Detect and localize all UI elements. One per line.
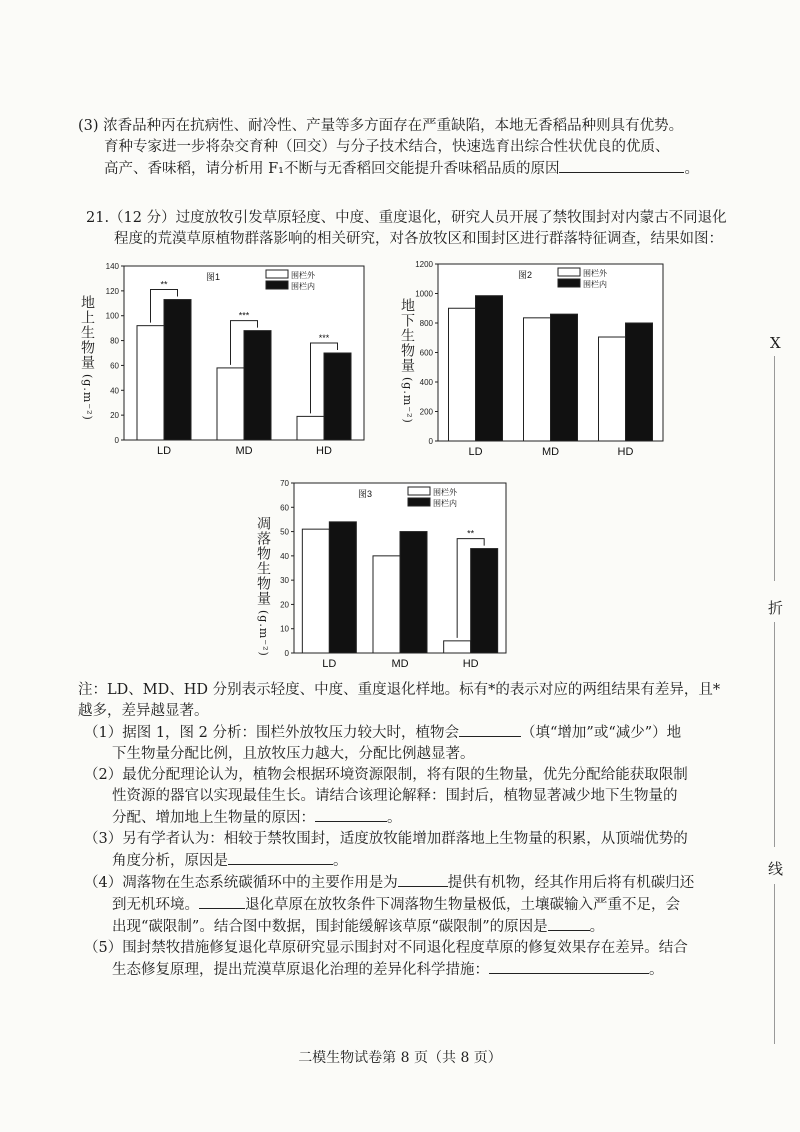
chart1-yunit: (g.m⁻²) [81, 374, 94, 421]
chart-title: 图3 [358, 489, 373, 499]
q4-blank-1[interactable] [398, 872, 448, 887]
bar-outside [137, 326, 164, 440]
y-tick-label: 0 [284, 649, 289, 658]
significance-label: ** [467, 528, 475, 539]
period: 。 [649, 962, 664, 978]
chart1 [96, 258, 371, 462]
y-tick-label: 200 [419, 407, 433, 417]
q2-line2: 性资源的器官以实现最佳生长。请结合该理论解释：围封后，植物显著减少地下生物量的 [112, 788, 678, 804]
bar-outside [444, 641, 471, 653]
period: 。 [589, 919, 605, 935]
chart2-svg [408, 256, 668, 461]
margin-line-1 [774, 356, 775, 581]
y-tick-label: 80 [110, 336, 119, 346]
legend-swatch [558, 279, 580, 287]
q4-line2 [84, 894, 724, 916]
y-tick-label: 30 [280, 576, 289, 586]
y-tick-label: 0 [114, 436, 119, 445]
legend-swatch [408, 498, 430, 506]
bar-inside [476, 296, 503, 441]
bar-inside [244, 331, 271, 440]
bar-inside [626, 323, 653, 441]
q2-blank[interactable] [315, 807, 387, 822]
legend-swatch [266, 281, 288, 289]
bar-inside [329, 522, 356, 653]
chart3-svg [268, 475, 513, 673]
legend-label: 围栏内 [433, 499, 457, 508]
y-tick-label: 20 [280, 600, 289, 610]
q4-text-c: 到无机环境。 [112, 897, 199, 913]
legend-swatch [558, 268, 580, 276]
bar-outside [373, 556, 400, 653]
x-tick-label: HD [462, 658, 479, 670]
y-tick-label: 40 [110, 386, 119, 396]
period: 。 [684, 161, 699, 177]
q21-intro-line2: 程度的荒漠草原植物群落影响的相关研究，对各放牧区和围封区进行群落特征调查，结果如图： [114, 231, 723, 247]
significance-label: ** [160, 279, 168, 290]
note-line1: 注：LD、MD、HD 分别表示轻度、中度、重度退化样地。标有*的表示对应的两组结果有差异，且* [78, 682, 721, 698]
y-tick-label: 40 [280, 551, 289, 561]
chart-title: 图1 [206, 272, 221, 282]
y-tick-label: 1200 [415, 260, 433, 269]
y-tick-label: 60 [110, 361, 119, 371]
q3-line2 [84, 850, 724, 872]
x-tick-label: LD [468, 446, 483, 458]
y-tick-label: 140 [105, 262, 119, 271]
page-footer: 二模生物试卷第 8 页（共 8 页） [298, 1050, 502, 1066]
note-line2: 越多，差异越显著。 [78, 703, 209, 719]
bar-outside [449, 308, 476, 441]
bar-inside [400, 532, 427, 653]
chart1-svg [96, 258, 371, 458]
q1-text-a: （1）据图 1，图 2 分析：围栏外放牧压力较大时，植物会 [84, 725, 460, 741]
q21-intro-line1: 21.（12 分）过度放牧引发草原轻度、中度、重度退化，研究人员开展了禁牧围封对内蒙古不同退化 [86, 210, 727, 226]
y-tick-label: 800 [419, 319, 433, 328]
bar-inside [551, 314, 578, 441]
x-tick-label: HD [617, 446, 634, 458]
chart1-ylabel-wrap [78, 295, 96, 421]
margin-mark-line: 线 [768, 860, 784, 878]
q5-text-b: 生态修复原理，提出荒漠草原退化治理的差异化科学措施： [112, 962, 489, 978]
q2-line1: （2）最优分配理论认为，植物会根据环境资源限制，将有限的生物量，优先分配给能获取限制 [84, 767, 688, 783]
x-tick-label: MD [235, 445, 253, 457]
significance-label: *** [238, 310, 250, 321]
figure-note [78, 680, 738, 722]
bar-inside [324, 353, 351, 440]
bar-outside [297, 416, 324, 440]
period: 。 [333, 853, 348, 869]
y-tick-label: 120 [105, 286, 119, 296]
q1-line2: 下生物量分配比例，且放牧压力越大，分配比例越显著。 [112, 746, 475, 762]
margin-mark-fold: 折 [768, 599, 784, 617]
x-tick-label: MD [541, 446, 560, 458]
chart3-ylabel: 凋落物生物量 [255, 516, 271, 606]
y-tick-label: 10 [280, 624, 289, 634]
legend-label: 围栏外 [433, 488, 457, 497]
x-tick-label: LD [156, 445, 172, 457]
chart1-ylabel: 地上生物量 [79, 295, 95, 370]
q4-blank-2[interactable] [199, 894, 245, 909]
q4-text-e: 出现“碳限制”。结合图中数据，围封能缓解该草原“碳限制”的原因是 [112, 919, 548, 935]
bar-outside [524, 318, 551, 441]
q3-text-b: 角度分析，原因是 [112, 853, 228, 869]
chart2-ylabel: 地下生物量 [399, 298, 415, 373]
q1-line1 [84, 722, 724, 744]
questions [84, 722, 724, 981]
legend-swatch [266, 270, 288, 278]
q20-line2: 育种专家进一步将杂交育种（回交）与分子技术结合，快速选育出综合性状优良的优质、 [104, 139, 670, 155]
q2-text-c: 分配、增加地上生物量的原因： [112, 810, 315, 826]
y-tick-label: 0 [428, 437, 433, 446]
q4-text-a: （4）凋落物在生态系统碳循环中的主要作用是为 [84, 875, 398, 891]
q3-line1: （3）另有学者认为：相较于禁牧围封，适度放牧能增加群落地上生物量的积累，从顶端优势的 [84, 831, 688, 847]
answer-blank[interactable] [559, 158, 684, 173]
period: 。 [387, 810, 402, 826]
q1-blank[interactable] [459, 722, 521, 737]
x-tick-label: HD [316, 445, 332, 457]
bar-outside [217, 368, 244, 440]
y-tick-label: 60 [280, 503, 289, 513]
q4-blank-3[interactable] [548, 916, 590, 931]
chart3 [268, 475, 513, 677]
q5-line2 [84, 959, 724, 981]
y-tick-label: 100 [105, 311, 119, 321]
x-tick-label: MD [391, 658, 409, 670]
y-tick-label: 50 [280, 527, 289, 537]
q5-line1: （5）围封禁牧措施修复退化草原研究显示围封对不同退化程度草原的修复效果存在差异。结合 [84, 940, 688, 956]
margin-line-3 [774, 884, 775, 1044]
legend-label: 围栏内 [291, 282, 315, 291]
legend-swatch [408, 487, 430, 495]
q4-line3 [84, 916, 724, 938]
y-tick-label: 20 [110, 411, 119, 421]
q4-text-d: 退化草原在放牧条件下凋落物生物量极低，土壤碳输入严重不足，会 [245, 897, 680, 913]
chart3-yunit: (g.m⁻²) [257, 610, 270, 657]
chart2 [408, 256, 668, 465]
q1-text-b: （填“增加”或“减少”）地 [521, 725, 682, 741]
y-tick-label: 70 [280, 479, 289, 488]
q20-part3 [78, 116, 738, 180]
chart-title: 图2 [518, 270, 533, 280]
q4-text-b: 提供有机物，经其作用后将有机碳归还 [447, 875, 695, 891]
y-tick-label: 400 [419, 378, 433, 387]
q20-line3-text: 高产、香味稻，请分析用 F₁不断与无香稻回交能提升香味稻品质的原因 [104, 161, 560, 177]
margin-line-2 [774, 622, 775, 847]
margin-mark-top: X [770, 334, 781, 352]
bar-outside [302, 529, 329, 653]
chart2-yunit: (g.m⁻²) [401, 377, 414, 424]
q20-line3 [78, 158, 738, 180]
legend-label: 围栏外 [291, 271, 315, 280]
q4-line1 [84, 872, 724, 894]
significance-label: *** [318, 333, 330, 343]
y-tick-label: 600 [419, 348, 433, 358]
q5-blank[interactable] [489, 959, 649, 974]
y-tick-label: 1000 [415, 289, 433, 299]
bar-inside [471, 549, 498, 653]
x-tick-label: LD [322, 658, 337, 670]
legend-label: 围栏外 [583, 269, 607, 278]
q21-intro [86, 208, 746, 250]
q2-line3 [84, 807, 724, 829]
q20-line1: (3) 浓香品种丙在抗病性、耐冷性、产量等多方面存在严重缺陷，本地无香稻品种则具有优势。 [78, 118, 684, 134]
legend-label: 围栏内 [583, 280, 607, 289]
bar-inside [164, 300, 191, 440]
q3-blank[interactable] [228, 850, 333, 865]
bar-outside [599, 337, 626, 441]
